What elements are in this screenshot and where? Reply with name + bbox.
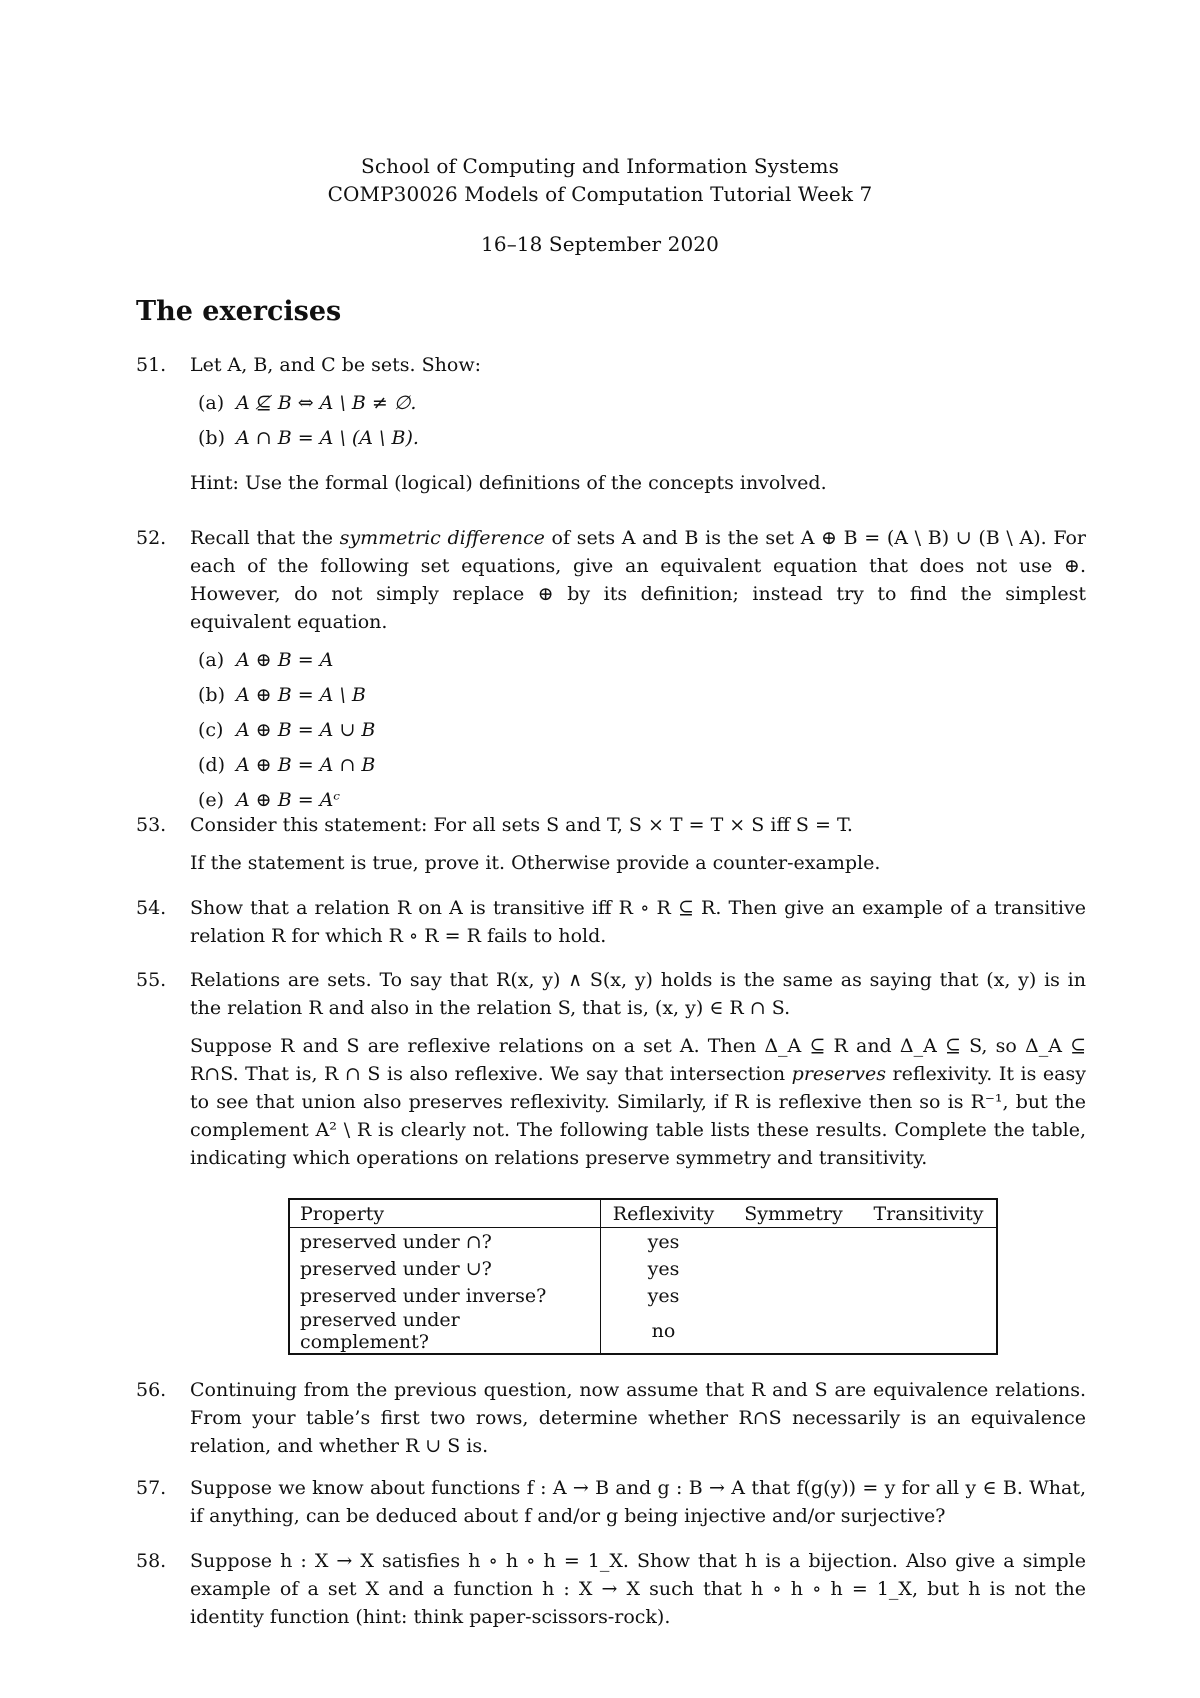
exercise-52 bbox=[136, 524, 1086, 821]
cell-transitivity bbox=[861, 1255, 997, 1282]
cell-symmetry bbox=[726, 1282, 861, 1309]
cell-reflexivity: yes bbox=[647, 1284, 680, 1307]
exercise-text: Relations are sets. To say that R(x, y) ∧ S(x, y) holds is the same as saying that (x, y) is in the relation R and also in the relation S, that is, (x, y) ∈ R ∩ S. bbox=[190, 969, 1086, 1019]
subitem: (a) A ⊕ B = A bbox=[198, 649, 334, 671]
cell-reflexivity: yes bbox=[647, 1230, 680, 1253]
exercise-55 bbox=[136, 966, 1086, 1172]
col-header-symmetry: Symmetry bbox=[726, 1199, 861, 1228]
exercise-53 bbox=[136, 811, 1086, 877]
subitem-list bbox=[198, 389, 1086, 459]
header-school: School of Computing and Information Systems bbox=[361, 154, 839, 178]
cell-transitivity bbox=[861, 1309, 997, 1354]
exercise-number: 57. bbox=[136, 1477, 167, 1499]
exercise-text: Consider this statement: For all sets S and T, S × T = T × S iff S = T. bbox=[190, 814, 853, 836]
exercise-57 bbox=[136, 1474, 1086, 1530]
subitem: (e) A ⊕ B = Aᶜ bbox=[198, 789, 341, 811]
cell-property: preserved under complement? bbox=[289, 1309, 601, 1354]
exercise-54 bbox=[136, 894, 1086, 950]
exercise-number: 52. bbox=[136, 527, 167, 549]
exercise-51 bbox=[136, 351, 1086, 497]
col-header-property: Property bbox=[289, 1199, 601, 1228]
preservation-table bbox=[288, 1198, 998, 1355]
cell-transitivity bbox=[861, 1282, 997, 1309]
header-course: COMP30026 Models of Computation Tutorial Week 7 bbox=[327, 182, 873, 206]
exercise-text: Continuing from the previous question, now assume that R and S are equivalence relations. From your table’s first two rows, determine whether R∩S necessarily is an equivalence relation, and whether R ∪ S is. bbox=[190, 1379, 1086, 1457]
cell-transitivity bbox=[861, 1228, 997, 1256]
subitem: (c) A ⊕ B = A ∪ B bbox=[198, 719, 376, 741]
exercise-number: 55. bbox=[136, 969, 167, 991]
exercise-text: Let A, B, and C be sets. Show: bbox=[190, 354, 481, 376]
exercise-number: 56. bbox=[136, 1379, 167, 1401]
cell-symmetry bbox=[726, 1228, 861, 1256]
hint-text: Hint: Use the formal (logical) definitions of the concepts involved. bbox=[190, 472, 827, 494]
cell-symmetry bbox=[726, 1309, 861, 1354]
table-header-row bbox=[289, 1199, 997, 1228]
table-row bbox=[289, 1228, 997, 1256]
exercise-text: Suppose h : X → X satisfies h ∘ h ∘ h = 1_X. Show that h is a bijection. Also give a simple example of a set X and a function h : X → X such that h ∘ h ∘ h = 1_X, but h is not the identity function (hint: think paper-scissors-rock). bbox=[190, 1550, 1086, 1628]
table-row bbox=[289, 1282, 997, 1309]
header-date: 16–18 September 2020 bbox=[481, 232, 719, 256]
subitem-list bbox=[198, 646, 1086, 821]
subitem: (b) A ⊕ B = A \ B bbox=[198, 684, 366, 706]
cell-reflexivity: yes bbox=[647, 1257, 680, 1280]
exercise-text: Show that a relation R on A is transitive iff R ∘ R ⊆ R. Then give an example of a transitive relation R for which R ∘ R = R fails to hold. bbox=[190, 897, 1086, 947]
exercise-56 bbox=[136, 1376, 1086, 1460]
cell-property: preserved under ∩? bbox=[289, 1228, 601, 1256]
exercise-number: 51. bbox=[136, 354, 167, 376]
exercise-number: 53. bbox=[136, 814, 167, 836]
subitem: (b) A ∩ B = A \ (A \ B). bbox=[198, 427, 419, 449]
table-row bbox=[289, 1309, 997, 1354]
cell-property: preserved under ∪? bbox=[289, 1255, 601, 1282]
exercise-text-2: If the statement is true, prove it. Otherwise provide a counter-example. bbox=[190, 852, 881, 874]
col-header-reflexivity: Reflexivity bbox=[601, 1199, 727, 1228]
exercise-number: 58. bbox=[136, 1550, 167, 1572]
exercise-text: Recall that the symmetric difference of sets A and B is the set A ⊕ B = (A \ B) ∪ (B \ A). For each of the following set equations, give an equivalent equation that does not use ⊕. However, do not simply replace ⊕ by its definition; instead try to find the simplest equivalent equation. bbox=[190, 527, 1086, 633]
subitem: (a) A ⊈ B ⇔ A \ B ≠ ∅. bbox=[198, 392, 417, 414]
exercise-text: Suppose we know about functions f : A → B and g : B → A that f(g(y)) = y for all y ∈ B. What, if anything, can be deduced about f and/or g being injective and/or surjective? bbox=[190, 1477, 1086, 1527]
exercise-text-2: Suppose R and S are reflexive relations on a set A. Then Δ_A ⊆ R and Δ_A ⊆ S, so Δ_A ⊆ R∩S. That is, R ∩ S is also reflexive. We say that intersection preserves reflexivity. It is easy to see that union also preserves reflexivity. Similarly, if R is reflexive then so is R⁻¹, but the complement A² \ R is clearly not. The following table lists these results. Complete the table, indicating which operations on relations preserve symmetry and transitivity. bbox=[190, 1035, 1086, 1169]
subitem: (d) A ⊕ B = A ∩ B bbox=[198, 754, 376, 776]
cell-property: preserved under inverse? bbox=[289, 1282, 601, 1309]
exercise-number: 54. bbox=[136, 897, 167, 919]
cell-reflexivity: no bbox=[651, 1320, 676, 1342]
table-row bbox=[289, 1255, 997, 1282]
cell-symmetry bbox=[726, 1255, 861, 1282]
section-title: The exercises bbox=[136, 296, 342, 327]
col-header-transitivity: Transitivity bbox=[861, 1199, 997, 1228]
exercise-58 bbox=[136, 1547, 1086, 1631]
